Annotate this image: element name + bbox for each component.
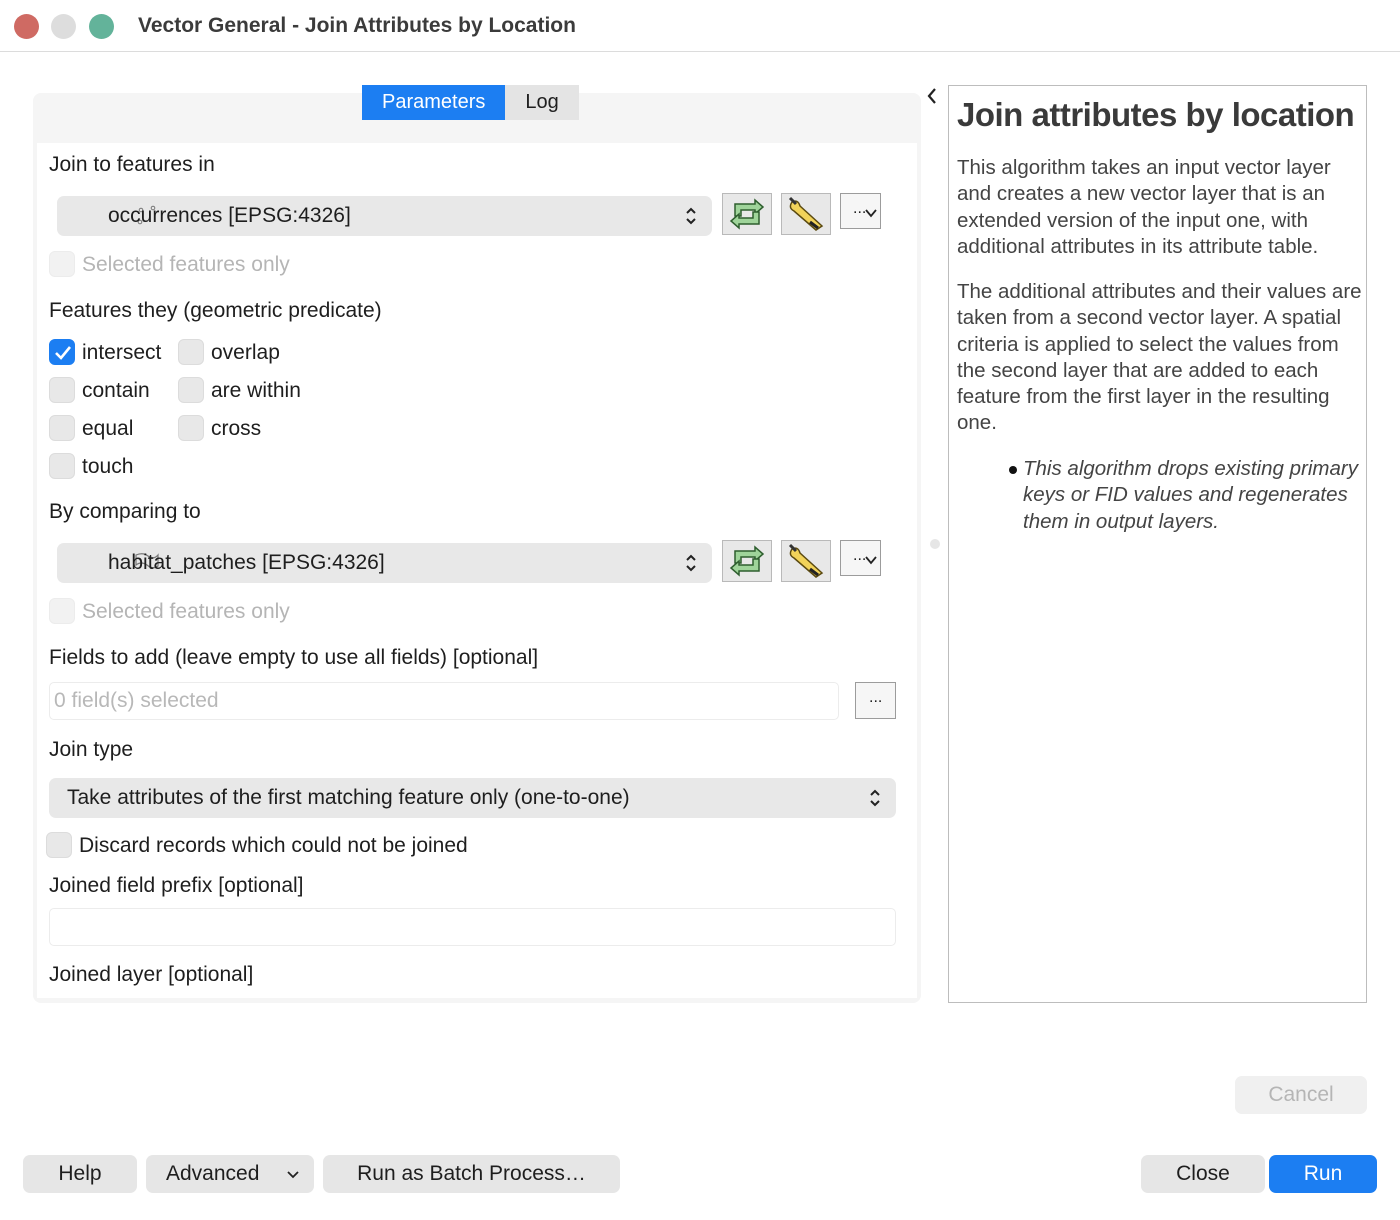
fields-label: Fields to add (leave empty to use all fields) [optional] xyxy=(49,646,539,669)
overlap-label: overlap xyxy=(211,341,280,364)
title-bar xyxy=(0,0,1400,52)
touch-label: touch xyxy=(82,455,134,478)
cross-checkbox[interactable] xyxy=(178,415,204,441)
more-dots: ... xyxy=(853,200,867,217)
tab-parameters[interactable]: Parameters xyxy=(362,85,505,120)
window-close-button[interactable] xyxy=(14,14,39,39)
checkmark-icon xyxy=(50,340,76,366)
cross-label: cross xyxy=(211,417,262,440)
advanced-label: Advanced xyxy=(166,1162,260,1185)
updown-arrows-icon xyxy=(868,787,882,809)
discard-label: Discard records which could not be joined xyxy=(79,834,468,857)
run-batch-button[interactable]: Run as Batch Process… xyxy=(323,1155,620,1193)
cancel-button[interactable]: Cancel xyxy=(1235,1076,1367,1114)
comparing-settings-button[interactable] xyxy=(781,540,831,582)
updown-arrows-icon xyxy=(684,552,698,574)
contain-label: contain xyxy=(82,379,150,402)
join-to-more-button[interactable] xyxy=(840,193,881,229)
layer-settings-button[interactable] xyxy=(781,193,831,235)
collapse-help-icon[interactable] xyxy=(925,86,939,106)
prefix-input[interactable] xyxy=(49,908,896,946)
join-to-layer-value: occurrences [EPSG:4326] xyxy=(108,204,351,227)
wrench-icon xyxy=(782,541,830,581)
more-dots: ... xyxy=(853,547,867,564)
run-button[interactable]: Run xyxy=(1269,1155,1377,1193)
discard-checkbox[interactable] xyxy=(46,832,72,858)
wrench-icon xyxy=(782,194,830,234)
close-button[interactable]: Close xyxy=(1141,1155,1265,1193)
comparing-layer-combo[interactable] xyxy=(57,543,712,583)
help-paragraph-1: This algorithm takes an input vector layer and creates a new vector layer that is an extended version of the input one, with additional attributes in its attribute table. xyxy=(957,156,1331,258)
fields-input[interactable]: 0 field(s) selected xyxy=(49,682,839,720)
join-to-selected-only-checkbox[interactable] xyxy=(49,251,75,277)
window-title: Vector General - Join Attributes by Location xyxy=(138,14,576,37)
are-within-label: are within xyxy=(211,379,301,402)
comparing-layer-value: habitat_patches [EPSG:4326] xyxy=(108,551,385,574)
prefix-label: Joined field prefix [optional] xyxy=(49,874,304,897)
are-within-checkbox[interactable] xyxy=(178,377,204,403)
comparing-selected-only-label: Selected features only xyxy=(82,600,290,623)
join-type-label: Join type xyxy=(49,738,134,761)
equal-label: equal xyxy=(82,417,134,440)
join-to-label: Join to features in xyxy=(49,153,215,176)
advanced-button[interactable] xyxy=(146,1155,314,1193)
predicate-label: Features they (geometric predicate) xyxy=(49,299,382,322)
intersect-checkbox[interactable] xyxy=(49,339,75,365)
fields-select-button[interactable]: ... xyxy=(855,682,896,719)
bullet-icon xyxy=(1009,466,1017,474)
join-to-selected-only-label: Selected features only xyxy=(82,253,290,276)
iterate-icon xyxy=(723,541,771,581)
chevron-down-icon xyxy=(864,555,878,565)
help-paragraph-2: The additional attributes and their values are taken from a second vector layer. A spatial criteria is applied to select the values from the second layer that are added to each feature from the first layer in the resulting one. xyxy=(957,280,1362,435)
help-title: Join attributes by location xyxy=(957,96,1355,133)
intersect-label: intersect xyxy=(82,341,162,364)
help-bullet: This algorithm drops existing primary keys or FID values and regenerates them in output layers. xyxy=(1023,457,1358,533)
join-type-value: Take attributes of the first matching feature only (one-to-one) xyxy=(67,786,630,809)
iterate-comparing-button[interactable] xyxy=(722,540,772,582)
overlap-checkbox[interactable] xyxy=(178,339,204,365)
join-to-layer-combo[interactable] xyxy=(57,196,712,236)
updown-arrows-icon xyxy=(684,205,698,227)
comparing-more-button[interactable] xyxy=(840,540,881,576)
contain-checkbox[interactable] xyxy=(49,377,75,403)
splitter-handle[interactable] xyxy=(930,539,940,549)
iterate-layer-button[interactable] xyxy=(722,193,772,235)
joined-layer-label: Joined layer [optional] xyxy=(49,963,254,986)
comparing-selected-only-checkbox[interactable] xyxy=(49,598,75,624)
join-type-combo[interactable] xyxy=(49,778,896,818)
tab-log[interactable]: Log xyxy=(505,85,578,120)
comparing-label: By comparing to xyxy=(49,500,201,523)
window-maximize-button[interactable] xyxy=(89,14,114,39)
tab-bar xyxy=(362,85,579,120)
chevron-down-icon xyxy=(286,1170,300,1180)
equal-checkbox[interactable] xyxy=(49,415,75,441)
window-minimize-button[interactable] xyxy=(51,14,76,39)
chevron-down-icon xyxy=(864,208,878,218)
help-button[interactable]: Help xyxy=(23,1155,137,1193)
help-panel xyxy=(948,85,1367,1003)
iterate-icon xyxy=(723,194,771,234)
touch-checkbox[interactable] xyxy=(49,453,75,479)
